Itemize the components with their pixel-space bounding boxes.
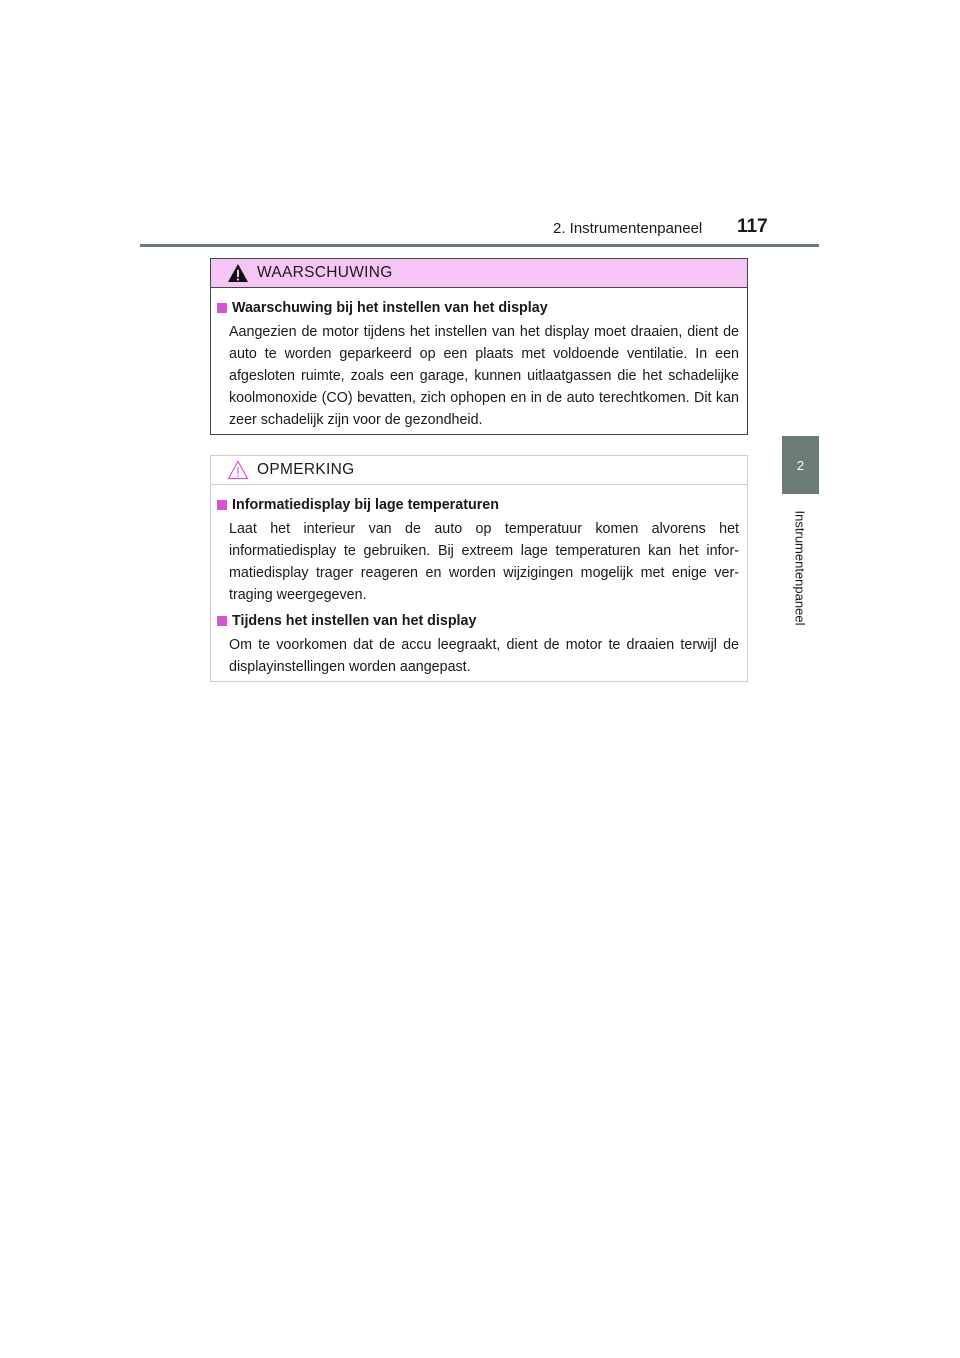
chapter-tab-label: Instrumentenpaneel — [792, 510, 808, 626]
warning-box-body — [211, 288, 747, 431]
section-title: 2. Instrumentenpaneel — [553, 220, 703, 237]
warning-triangle-filled-icon — [227, 263, 249, 283]
header-rule — [140, 244, 819, 247]
warning-item-heading — [217, 300, 739, 316]
note-item-heading — [217, 497, 739, 513]
warning-item-text: Aangezien de motor tijdens het instellen van het display moet draaien, dient de auto te worden geparkeerd op een plaats met voldoende ventilatie. In een afgesloten ruimte, zoals een garage, kunnen uitlaatgassen die het schadelijke koolmonoxide (CO) bevatten, zich ophopen en in de auto terechtkomen. Dit kan zeer schadelijk zijn voor de gezondheid. — [229, 324, 739, 428]
bullet-square-icon — [217, 500, 227, 510]
note-box-title: OPMERKING — [257, 461, 355, 478]
bullet-square-icon — [217, 616, 227, 626]
bullet-square-icon — [217, 303, 227, 313]
note-item-heading-text: Informatiedisplay bij lage temperaturen — [232, 497, 499, 513]
chapter-tab: 2 — [782, 436, 819, 494]
warning-triangle-outline-icon — [227, 460, 249, 480]
warning-box-header — [211, 259, 747, 288]
warning-item-heading-text: Waarschuwing bij het instellen van het display — [232, 300, 548, 316]
page-number: 117 — [737, 216, 768, 237]
warning-box — [210, 258, 748, 435]
note-box-header — [211, 456, 747, 485]
note-item-heading — [217, 613, 739, 629]
note-item-text: Om te voorkomen dat de accu leegraakt, dient de motor te draaien terwijl de displayinstellingen worden aangepast. — [229, 637, 739, 675]
warning-box-title: WAARSCHUWING — [257, 264, 393, 281]
note-item-heading-text: Tijdens het instellen van het display — [232, 613, 477, 629]
note-box-body — [211, 485, 747, 678]
note-item-text: Laat het interieur van de auto op temperatuur komen alvorens het informatiedisplay te gebruiken. Bij extreem lage temperaturen kan het infor-matiedisplay trager reageren en worden wijzigingen mogelijk met enige ver-traging weergegeven. — [229, 521, 739, 603]
note-box — [210, 455, 748, 682]
